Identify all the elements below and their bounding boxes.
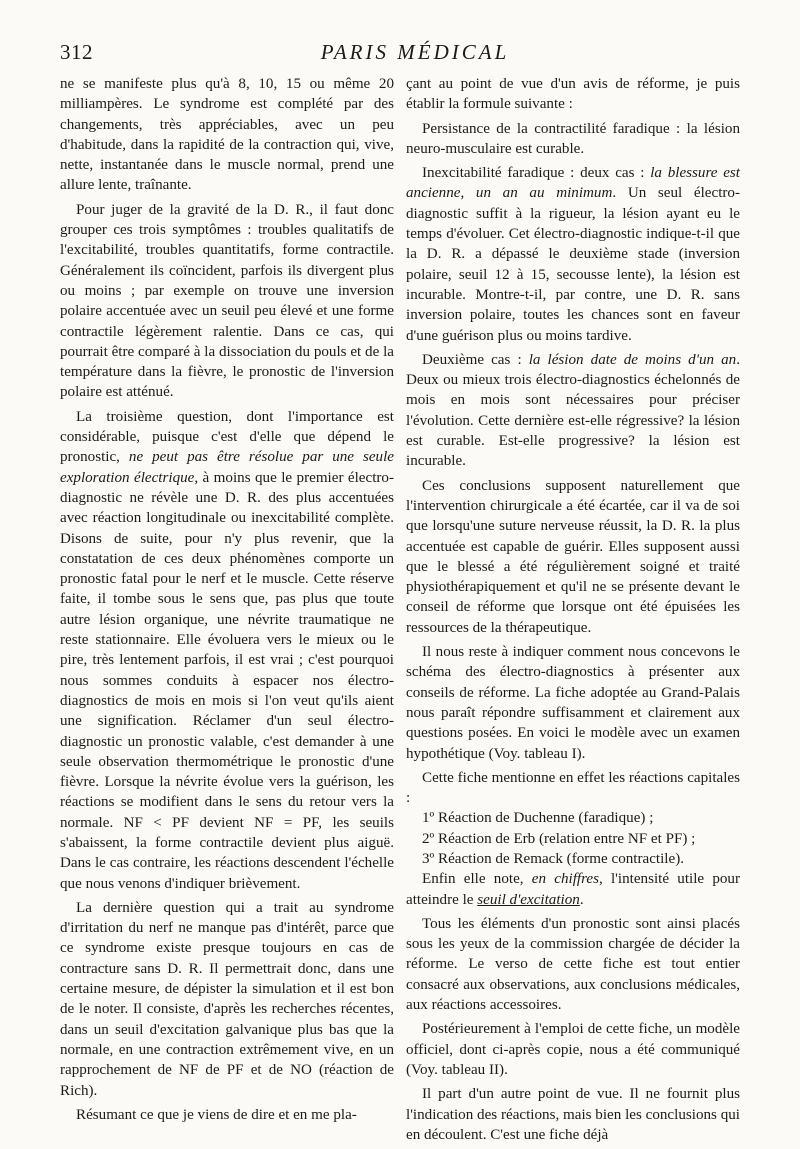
paragraph: Postérieurement à l'emploi de cette fiche, un modèle officiel, dont ci-après copie, nous a été communiqué (Voy. tableau II).	[406, 1021, 740, 1078]
emphasis-text: en chiffres	[531, 871, 599, 888]
emphasis-text: la lésion date de moins d'un an	[528, 351, 737, 368]
emphasis-text: ne peut pas être résolue par une seule exploration électrique	[60, 449, 394, 486]
paragraph	[406, 869, 740, 910]
paragraph: ne se manifeste plus qu'à 8, 10, 15 ou même 20 milliampères. Le syndrome est complété par des changements, très appréciables, avec un peu d'habitude, dans la rapidité de la contraction qui, vive, nette, instantanée dans le muscle normal, prend une allure lente, traînante.	[60, 76, 394, 194]
list-item: 1º Réaction de Duchenne (faradique) ;	[422, 810, 654, 827]
running-title: PARIS MÉDICAL	[320, 40, 510, 64]
paragraph: Cette fiche mentionne en effet les réactions capitales :	[406, 769, 740, 807]
paragraph: Il nous reste à indiquer comment nous concevons le schéma des électro-diagnostics à présenter aux conseils de réforme. La fiche adoptée au Grand-Palais nous paraît répondre suffisamment et clairement aux questions posées. En voici le modèle avec un examen hypothétique (Voy. tableau I).	[406, 644, 740, 762]
paragraph: Ces conclusions supposent naturellement que l'intervention chirurgicale a été écartée, car il va de soi que lorsqu'une suture nerveuse réussit, la D. R. la plus accentuée est capable de guérir. Elles supposent aussi que le blessé a été régulièrement soigné et traité physiothérapiquement et qu'il ne se présente devant le conseil de réforme que lorsque ont été épuisées les ressources de la thérapeutique.	[406, 477, 740, 636]
paragraph-text: . Un seul électro-diagnostic suffit à la rigueur, la lésion ayant eu le temps d'évoluer. Cet électro-diagnostic indique-t-il que la D. R. a dépassé le deuxième stade (inversion polaire, seuil 12 à 15, secousse lente), la lésion est incurable. Montre-t-il, par contre, une D. R. sans inversion polaire, toutes les chances sont en faveur d'une guérison plus ou moins tardive.	[406, 185, 740, 344]
list-item: 2º Réaction de Erb (relation entre NF et PF) ;	[422, 830, 696, 847]
page-number: 312	[60, 40, 93, 64]
paragraph-text: . Deux ou mieux trois électro-diagnostics échelonnés de mois en mois sont nécessaires pour préciser l'évolution. Cette dernière est-elle régressive? la lésion est curable. Est-elle progressive? la lésion est incurable.	[406, 351, 740, 470]
right-column	[406, 74, 740, 1149]
paragraph: La dernière question qui a trait au syndrome d'irritation du nerf ne manque pas d'intérêt, parce que ce syndrome existe presque toujours en cas de contracture sans D. R. Il permettrait donc, dans une certaine mesure, de dépister la simulation et il est bon de le noter. Il consiste, d'après les recherches récentes, dans un seuil d'excitation galvanique plus bas que la normale, en une contraction extrêmement vive, en un rapprochement de NF de PF et de NO (réaction de Rich).	[60, 899, 394, 1099]
paragraph	[406, 163, 740, 346]
list-item: 3º Réaction de Remack (forme contractile).	[422, 850, 684, 867]
paragraph: Pour juger de la gravité de la D. R., il faut donc grouper ces trois symptômes : troubles qualitatifs de l'excitabilité, troubles quantitatifs, forme contractile. Généralement ils coïncident, parfois ils divergent plus ou moins ; par exemple on trouve une inversion polaire accentuée avec un seuil peu élevé et une forme contractile légèrement ralentie. Dans ce cas, qui pourrait être comparé à la dissociation du pouls et de la température dans la fièvre, le pronostic de l'inversion polaire est atténué.	[60, 201, 394, 401]
underlined-text: seuil d'excitation	[477, 891, 580, 908]
paragraph-text: , à moins que le premier électro-diagnostic ne révèle une D. R. des plus accentuées avec réaction longitudinale ou inexcitabilité complète. Disons de suite, pour n'y plus revenir, que la constatation de ces deux phénomènes comporte un pronostic fatal pour le nerf et le muscle. Cette réserve faite, il tombe sous le sens que, pas plus que toute autre lésion organique, une névrite traumatique ne reste stationnaire. Elle évoluera vers le mieux ou le pire, très lentement parfois, il est vrai ; c'est pourquoi nous sommes conduits à espacer nos électro-diagnostics de mois en mois si l'on veut qu'ils aient une signification. Réclamer d'un seul électro-diagnostic un pronostic valable, c'est demander à une seule observation thermométrique le pronostic d'une fièvre. Lorsque la névrite évolue vers la guérison, les réactions se modifient dans le sens du retour vers la normale. NF < PF devient NF = PF, les seuils s'abaissent, la forme contractile devient plus aiguë. Dans le cas contraire, les réactions descendent l'échelle que nous venons d'indiquer brièvement.	[60, 469, 394, 892]
paragraph-text: La troisième question, dont l'importance est considérable, puisque c'est d'elle que dépend le pronostic,	[60, 408, 394, 466]
page-header	[60, 40, 740, 74]
paragraph-text: .	[579, 891, 584, 908]
paragraph	[60, 407, 394, 894]
paragraph: çant au point de vue d'un avis de réforme, je puis établir la formule suivante :	[406, 76, 740, 113]
text-columns	[60, 74, 740, 1149]
paragraph	[406, 350, 740, 472]
paragraph-text: , l'intensité utile pour atteindre le	[406, 871, 740, 908]
left-column	[60, 74, 394, 1149]
paragraph: Il part d'un autre point de vue. Il ne fournit plus l'indication des réactions, mais bien les conclusions qui en découlent. C'est une fiche déjà	[406, 1086, 740, 1143]
emphasis-text: la blessure est ancienne, un an au minimum	[406, 165, 740, 202]
paragraph-text: Inexcitabilité faradique : deux cas :	[422, 165, 651, 182]
paragraph: Tous les éléments d'un pronostic sont ainsi placés sous les yeux de la commission chargée de décider la réforme. Le verso de cette fiche est tout entier consacré aux observations, aux conclusions médicales, aux réactions accessoires.	[406, 915, 740, 1014]
paragraph: Résumant ce que je viens de dire et en me pla-	[76, 1106, 357, 1123]
paragraph: Persistance de la contractilité faradique : la lésion neuro-musculaire est curable.	[406, 120, 740, 157]
paragraph-text: Deuxième cas :	[422, 351, 529, 368]
paragraph-text: Enfin elle note,	[422, 871, 532, 888]
